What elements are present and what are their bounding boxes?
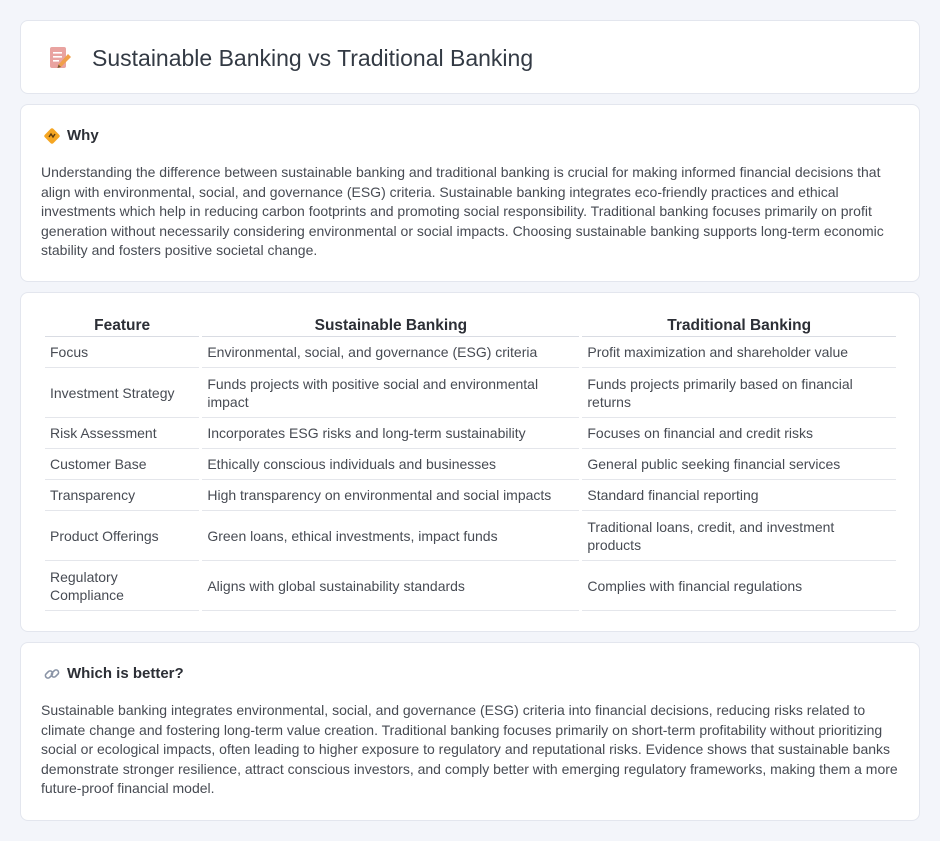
header-feature: Feature [45, 315, 199, 337]
page-title: Sustainable Banking vs Traditional Banking [92, 45, 534, 71]
feature-cell: Customer Base [45, 449, 199, 480]
feature-cell: Risk Assessment [45, 418, 199, 449]
feature-cell: Transparency [45, 480, 199, 511]
feature-cell: Regulatory Compliance [45, 561, 199, 611]
traditional-cell: Standard financial reporting [582, 480, 896, 511]
table-row [45, 418, 896, 449]
traditional-cell: Focuses on financial and credit risks [582, 418, 896, 449]
sustainable-cell: High transparency on environmental and social impacts [202, 480, 579, 511]
sustainable-cell: Funds projects with positive social and environmental impact [202, 368, 579, 418]
why-section [20, 104, 920, 282]
sustainable-cell: Incorporates ESG risks and long-term sustainability [202, 418, 579, 449]
traditional-cell: Funds projects primarily based on financial returns [582, 368, 896, 418]
table-row [45, 561, 896, 611]
document-pencil-icon [47, 45, 73, 71]
feature-cell: Investment Strategy [45, 368, 199, 418]
better-title: Which is better? [67, 665, 184, 682]
traditional-cell: Profit maximization and shareholder value [582, 337, 896, 368]
feature-cell: Product Offerings [45, 511, 199, 561]
table-row [45, 480, 896, 511]
link-icon [43, 665, 61, 683]
sustainable-cell: Green loans, ethical investments, impact funds [202, 511, 579, 561]
why-body: Understanding the difference between sustainable banking and traditional banking is crucial for making informed financial decisions that align with environmental, social, and governance (ESG) criteria. Sustainable banking integrates eco-friendly practices and ethical investments which help in reducing carbon footprints and promoting social responsibility. Traditional banking focuses primarily on profit generation without necessarily considering environmental or social impacts. Choosing sustainable banking supports long-term economic stability and fosters positive societal change. [41, 164, 884, 259]
comparison-table [42, 315, 899, 611]
header-sustainable: Sustainable Banking [202, 315, 579, 337]
feature-cell: Focus [45, 337, 199, 368]
table-row [45, 449, 896, 480]
better-body: Sustainable banking integrates environmental, social, and governance (ESG) criteria into financial decisions, reducing risks related to climate change and fostering long-term value creation. Traditional banking focuses primarily on short-term profitability without prioritizing social or ecological impacts, often leading to higher exposure to regulatory and reputational risks. Evidence shows that sustainable banks demonstrate stronger resilience, attract conscious investors, and comply better with emerging regulatory frameworks, making them a more future-proof financial model. [41, 702, 898, 797]
sustainable-cell: Aligns with global sustainability standards [202, 561, 579, 611]
table-row [45, 368, 896, 418]
sustainable-cell: Environmental, social, and governance (ESG) criteria [202, 337, 579, 368]
which-is-better-section [20, 642, 920, 821]
diamond-sign-icon [43, 127, 61, 145]
traditional-cell: Complies with financial regulations [582, 561, 896, 611]
table-header-row [45, 315, 896, 337]
comparison-section [20, 292, 920, 632]
table-row [45, 511, 896, 561]
sustainable-cell: Ethically conscious individuals and businesses [202, 449, 579, 480]
title-card [20, 20, 920, 94]
why-title: Why [67, 127, 99, 144]
traditional-cell: Traditional loans, credit, and investment products [582, 511, 896, 561]
traditional-cell: General public seeking financial services [582, 449, 896, 480]
header-traditional: Traditional Banking [582, 315, 896, 337]
table-row [45, 337, 896, 368]
